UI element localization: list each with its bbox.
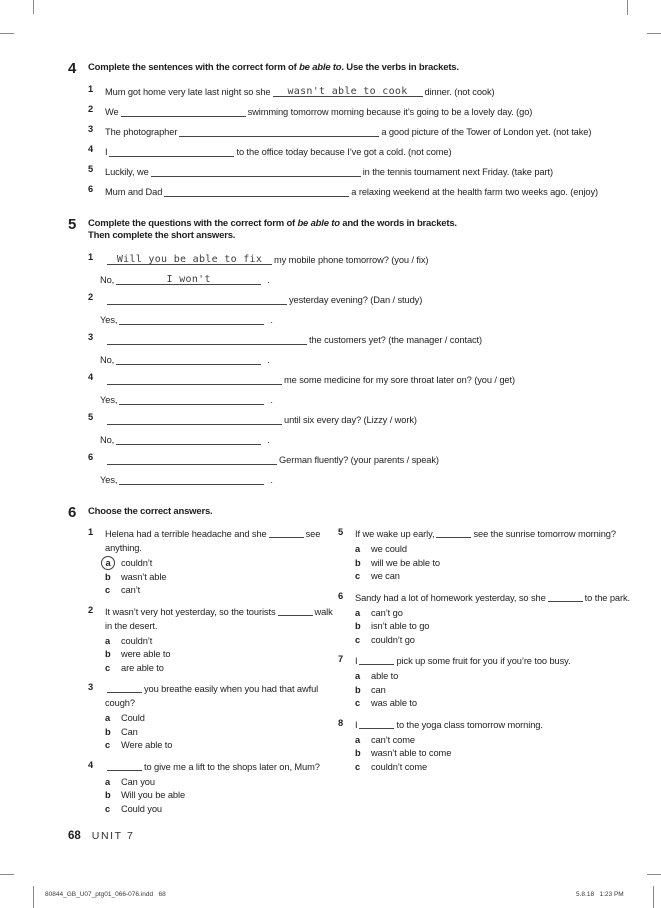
ex6-item-5 — [338, 527, 643, 584]
instruction-grammar-term: be able to — [297, 217, 340, 229]
question-text — [105, 412, 417, 432]
option-text: will we be able to — [371, 557, 440, 568]
question-text-pre: Sandy had a lot of homework yesterday, so she — [355, 592, 546, 603]
answer-blank — [107, 452, 277, 465]
exercise-5 — [68, 215, 643, 492]
short-answer — [100, 272, 270, 292]
ex4-item-1 — [88, 84, 643, 104]
option-letter: b — [355, 748, 361, 758]
answer-blank — [107, 682, 142, 693]
item-number: 4 — [88, 371, 94, 382]
option-b — [355, 557, 643, 571]
option-c — [105, 739, 338, 753]
option-a — [105, 776, 338, 790]
option-c — [105, 803, 338, 817]
crop-mark-bottom-left-horizontal — [0, 874, 14, 875]
item-text-post: in the tennis tournament next Friday. (take part) — [362, 166, 553, 177]
option-b — [105, 571, 338, 585]
question-text-pre: I — [355, 719, 358, 730]
short-answer-period: . — [270, 394, 273, 405]
option-text: isn’t able to go — [371, 621, 430, 631]
option-a — [355, 670, 643, 684]
exercise-number: 5 — [68, 215, 77, 233]
option-text: couldn’t — [121, 635, 153, 646]
question-text-post: see anything. — [105, 529, 321, 553]
option-c — [355, 634, 643, 648]
instruction-post: . Use the verbs in brackets. — [341, 62, 459, 73]
item-number: 2 — [88, 291, 94, 302]
option-a — [105, 712, 338, 726]
ex6-item-4 — [88, 760, 338, 817]
item-text — [105, 184, 598, 204]
answer-blank — [107, 292, 287, 305]
unit-label: UNIT 7 — [91, 830, 135, 842]
answer-blank — [119, 312, 264, 325]
option-text: able to — [371, 671, 399, 681]
question-text — [105, 605, 338, 633]
question-text — [355, 654, 643, 668]
ex6-item-6 — [338, 591, 643, 648]
ex6-item-1 — [88, 527, 338, 598]
option-b — [105, 648, 338, 662]
option-letter: a — [355, 734, 361, 745]
option-a — [105, 635, 338, 649]
option-b — [105, 789, 338, 803]
crop-mark-bottom-right-horizontal — [647, 874, 661, 875]
item-number: 1 — [88, 83, 94, 94]
option-letter: c — [105, 585, 111, 595]
option-letter: a — [355, 671, 361, 681]
question-text-post: to the park. — [584, 592, 630, 603]
ex5-item-5 — [88, 412, 643, 452]
option-letter: a — [105, 635, 111, 646]
item-text-post: a good picture of the Tower of London yet. (not take) — [381, 126, 592, 137]
item-text-pre: Mum got home very late last night so she — [105, 86, 271, 97]
option-letter: b — [105, 726, 111, 737]
exercise-instruction: Choose the correct answers. — [88, 505, 213, 517]
item-text-pre: I — [105, 146, 108, 157]
answer-blank — [278, 605, 313, 616]
option-text: Can — [121, 726, 138, 737]
question-text-pre: If we wake up early, — [355, 529, 435, 539]
option-c — [355, 761, 643, 775]
item-number: 5 — [88, 163, 94, 174]
option-c — [355, 570, 643, 584]
option-b — [355, 747, 643, 761]
question-text — [355, 591, 643, 605]
handwritten-answer: Will you be able to fix — [116, 253, 263, 265]
option-b — [355, 620, 643, 634]
question-text-post: me some medicine for my sore throat later on? (you / get) — [284, 374, 515, 385]
question-text — [105, 252, 428, 272]
item-number: 4 — [88, 759, 94, 770]
option-letter: c — [355, 571, 361, 581]
short-answer-period: . — [270, 474, 273, 485]
handwritten-answer: wasn't able to cook — [287, 85, 408, 97]
crop-mark-bottom-left-vertical — [33, 886, 34, 908]
answer-blank — [359, 654, 394, 665]
short-answer — [100, 392, 273, 412]
question-text — [105, 452, 439, 472]
option-b — [105, 726, 338, 740]
question-text-post: until six every day? (Lizzy / work) — [284, 414, 417, 425]
handwritten-answer: I won't — [166, 273, 211, 285]
item-number: 8 — [338, 717, 344, 728]
page-number: 68 — [68, 830, 81, 842]
item-text-post: swimming tomorrow morning because it’s going to be a lovely day. (go) — [247, 106, 533, 117]
option-a — [355, 734, 643, 748]
answer-blank — [107, 252, 272, 265]
option-text: Were able to — [121, 740, 173, 750]
item-text — [105, 124, 591, 144]
short-answer — [100, 472, 273, 492]
option-c — [105, 662, 338, 676]
item-number: 4 — [88, 143, 94, 154]
option-c — [355, 697, 643, 711]
item-number: 2 — [88, 103, 94, 114]
option-letter: c — [105, 803, 111, 814]
item-number: 3 — [88, 331, 94, 342]
item-number: 6 — [88, 183, 94, 194]
short-answer-prefix: No, — [100, 434, 115, 445]
answer-blank — [164, 184, 349, 197]
option-text: we could — [371, 544, 407, 554]
question-text-post: to give me a lift to the shops later on, Mum? — [144, 761, 320, 772]
ex6-item-3 — [88, 682, 338, 753]
short-answer — [100, 312, 273, 332]
page-footer — [68, 830, 134, 842]
item-text — [105, 104, 532, 124]
answer-blank — [273, 84, 423, 97]
short-answer-prefix: Yes, — [100, 394, 118, 405]
ex5-item-1 — [88, 252, 643, 292]
answer-blank — [116, 272, 261, 285]
option-letter: b — [355, 684, 361, 695]
option-text: can’t go — [371, 607, 403, 618]
item-number: 3 — [88, 123, 94, 134]
ex4-item-5 — [88, 164, 643, 184]
exercise-number: 6 — [68, 503, 77, 521]
item-number: 5 — [338, 527, 344, 537]
option-c — [105, 584, 338, 598]
crop-mark-top-right-vertical — [627, 0, 628, 15]
question-text — [105, 527, 338, 555]
item-text-pre: We — [105, 106, 119, 117]
option-text: can’t come — [371, 734, 415, 745]
answer-blank — [179, 124, 379, 137]
answer-blank — [116, 432, 261, 445]
option-text: Will you be able — [121, 790, 186, 800]
option-a — [105, 557, 338, 571]
ex4-item-3 — [88, 124, 643, 144]
option-text: can’t — [121, 585, 141, 595]
crop-mark-bottom-right-vertical — [653, 886, 654, 908]
question-text-post: German fluently? (your parents / speak) — [279, 454, 439, 465]
item-text-post: dinner. (not cook) — [424, 86, 495, 97]
item-number: 2 — [88, 604, 94, 615]
ex6-right-column — [338, 527, 643, 823]
option-letter: b — [105, 790, 111, 800]
short-answer-prefix: No, — [100, 274, 115, 285]
answer-blank — [548, 591, 583, 602]
question-text — [355, 527, 643, 541]
answer-blank — [107, 412, 282, 425]
question-text — [105, 682, 338, 710]
option-a — [355, 607, 643, 621]
option-text: can — [371, 684, 386, 695]
item-number: 1 — [88, 527, 94, 537]
exercise-6 — [68, 503, 643, 824]
item-number: 6 — [88, 451, 94, 462]
option-text: wasn’t able to come — [371, 748, 452, 758]
option-letter: b — [105, 649, 111, 659]
answer-blank — [436, 527, 471, 538]
option-letter: c — [105, 740, 111, 750]
question-text-post: walk in the desert. — [105, 606, 333, 631]
short-answer-period: . — [270, 314, 273, 325]
print-datetime: 5.8.18 1:23 PM — [576, 891, 624, 898]
item-number: 5 — [88, 411, 94, 422]
ex6-item-7 — [338, 654, 643, 711]
exercise-number: 4 — [68, 60, 77, 77]
question-text — [355, 718, 643, 732]
option-letter: c — [355, 761, 361, 772]
question-text-post: my mobile phone tomorrow? (you / fix) — [274, 254, 429, 265]
question-text-post: pick up some fruit for you if you’re too busy. — [396, 656, 571, 666]
option-text: wasn’t able — [121, 571, 167, 582]
crop-mark-top-left-horizontal — [0, 33, 14, 34]
option-letter: c — [355, 634, 361, 645]
item-number: 7 — [338, 654, 344, 664]
exercise-instruction — [88, 62, 643, 75]
question-text-pre: It wasn’t very hot yesterday, so the tourists — [105, 606, 276, 617]
short-answer-period: . — [267, 354, 270, 365]
answer-blank — [109, 144, 234, 157]
option-letter: a — [105, 776, 111, 787]
option-letter: c — [105, 662, 111, 673]
short-answer — [100, 432, 270, 452]
option-text: Can you — [121, 776, 155, 787]
instruction-pre: Complete the questions with the correct form of — [88, 217, 298, 229]
page-content — [68, 62, 643, 837]
answer-blank — [151, 164, 361, 177]
answer-blank — [107, 372, 282, 385]
option-letter: a — [355, 544, 361, 554]
instruction-pre: Complete the sentences with the correct form of — [88, 62, 300, 73]
short-answer-prefix: No, — [100, 354, 115, 365]
ex6-item-8 — [338, 718, 643, 775]
option-text: couldn’t go — [371, 634, 415, 645]
ex5-item-6 — [88, 452, 643, 492]
ex5-item-3 — [88, 332, 643, 372]
item-text-post: to the office today because I’ve got a cold. (not come) — [236, 146, 452, 157]
question-text-post: to the yoga class tomorrow morning. — [396, 719, 543, 730]
item-text — [105, 84, 495, 104]
question-text — [105, 372, 515, 392]
item-text-pre: Mum and Dad — [105, 186, 163, 197]
print-filename: 80844_GB_U07_ptg01_066-076.indd 68 — [45, 891, 166, 898]
short-answer-prefix: Yes, — [100, 474, 118, 485]
answer-blank — [107, 760, 142, 771]
item-text-post: a relaxing weekend at the health farm two weeks ago. (enjoy) — [351, 186, 599, 197]
item-text-pre: Luckily, we — [105, 166, 149, 177]
short-answer-period: . — [267, 274, 270, 285]
option-text: Could — [121, 713, 145, 723]
option-text: Could you — [121, 803, 162, 814]
exercise-instruction — [88, 218, 643, 243]
ex4-item-4 — [88, 144, 643, 164]
answer-blank — [359, 718, 394, 729]
instruction-grammar-term: be able to — [299, 62, 342, 73]
option-text: we can — [371, 571, 400, 581]
question-text-post: see the sunrise tomorrow morning? — [473, 529, 616, 539]
item-text — [105, 164, 553, 184]
answer-blank — [107, 332, 307, 345]
ex5-item-2 — [88, 292, 643, 332]
option-letter: b — [355, 557, 361, 568]
question-text — [105, 760, 338, 774]
option-b — [355, 684, 643, 698]
option-text: was able to — [371, 698, 417, 708]
ex4-item-2 — [88, 104, 643, 124]
question-text-pre: I — [355, 656, 358, 666]
instruction-line2: Then complete the short answers. — [88, 230, 236, 241]
option-text: were able to — [121, 649, 171, 659]
item-text — [105, 144, 452, 164]
item-number: 6 — [338, 590, 344, 601]
instruction-post: and the words in brackets. — [339, 217, 457, 229]
option-letter: c — [355, 698, 361, 708]
option-text: are able to — [121, 662, 164, 673]
item-number: 3 — [88, 682, 94, 692]
question-text — [105, 332, 482, 352]
ex4-item-6 — [88, 184, 643, 204]
option-a — [355, 543, 643, 557]
short-answer-prefix: Yes, — [100, 314, 118, 325]
question-text-pre: Helena had a terrible headache and she — [105, 529, 267, 539]
crop-mark-top-right-horizontal — [647, 33, 661, 34]
option-letter: b — [355, 621, 361, 631]
option-letter-circled: a — [101, 556, 115, 570]
answer-blank — [116, 352, 261, 365]
question-text-post: you breathe easily when you had that awful cough? — [105, 684, 319, 708]
short-answer-period: . — [267, 434, 270, 445]
answer-blank — [119, 472, 264, 485]
option-text: couldn’t — [121, 558, 153, 568]
option-letter: a — [355, 607, 361, 618]
answer-blank — [119, 392, 264, 405]
item-text-pre: The photographer — [105, 126, 178, 137]
short-answer — [100, 352, 270, 372]
exercise-4 — [68, 62, 643, 204]
option-letter: a — [105, 713, 111, 723]
item-number: 1 — [88, 251, 94, 262]
ex5-item-4 — [88, 372, 643, 412]
question-text-post: the customers yet? (the manager / contact) — [309, 334, 483, 345]
answer-blank — [121, 104, 246, 117]
ex6-item-2 — [88, 605, 338, 676]
question-text — [105, 292, 422, 312]
question-text-post: yesterday evening? (Dan / study) — [289, 294, 423, 305]
crop-mark-top-left-vertical — [33, 0, 34, 14]
option-text: couldn’t come — [371, 761, 428, 772]
ex6-left-column — [88, 527, 338, 823]
option-letter: b — [105, 571, 111, 582]
answer-blank — [269, 527, 304, 538]
